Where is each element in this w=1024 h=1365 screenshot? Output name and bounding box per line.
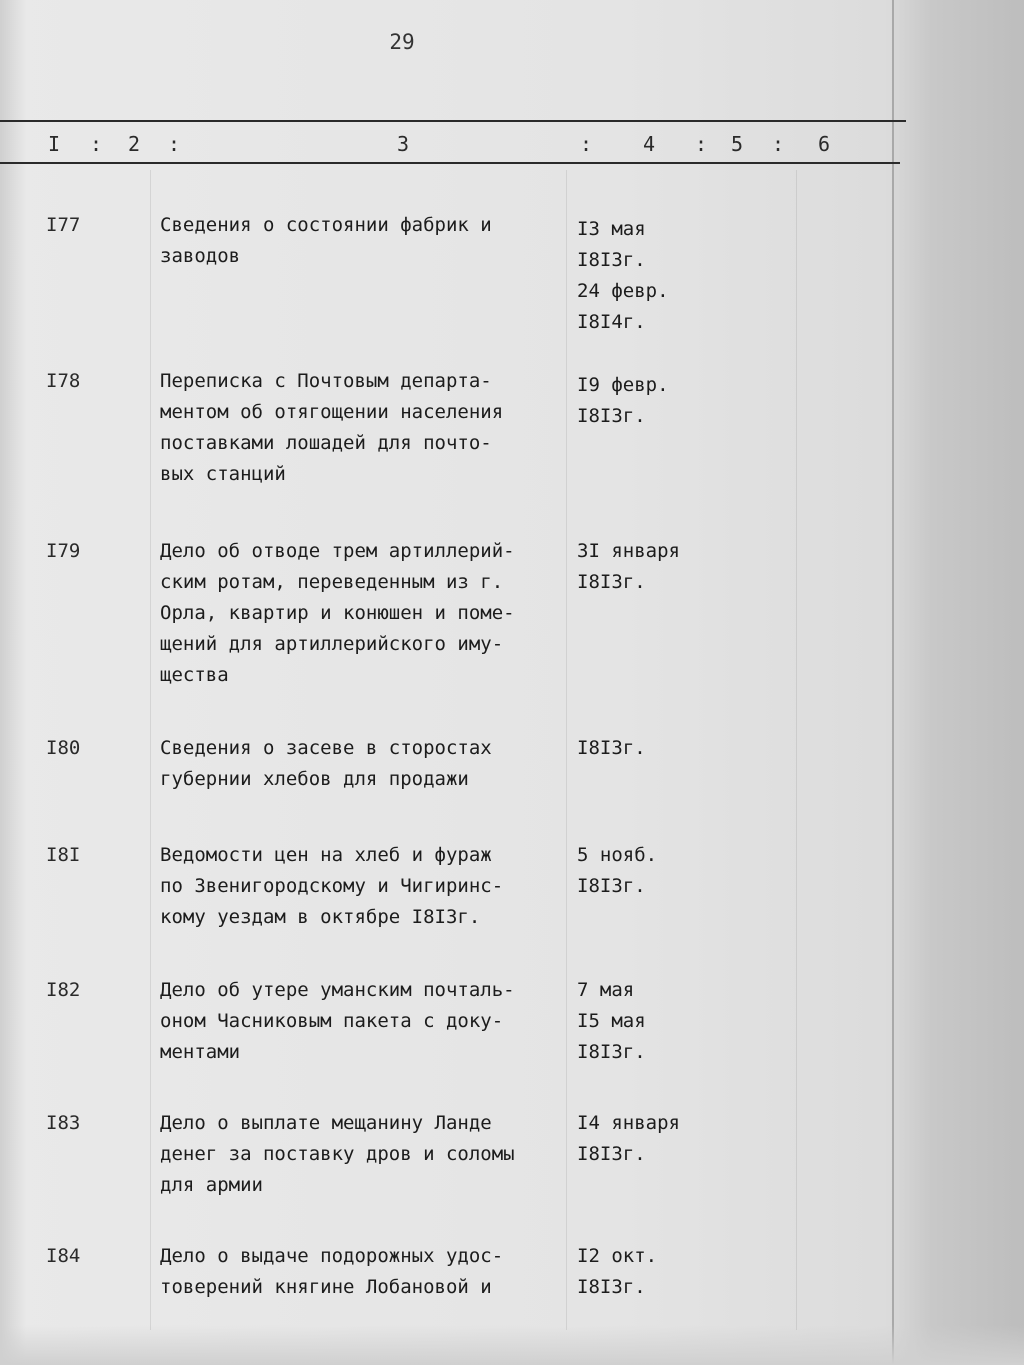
- entry-title: Дело о выплате мещанину Ланде денег за поставку дров и соломы для армии: [160, 1112, 515, 1196]
- entry-dates: I8I3г.: [577, 737, 646, 759]
- entry-number: I82: [46, 979, 81, 1001]
- entry-dates: 5 нояб. I8I3г.: [577, 844, 658, 897]
- entry-title: Сведения о состоянии фабрик и заводов: [160, 214, 492, 267]
- entry-dates: I2 окт. I8I3г.: [577, 1245, 658, 1298]
- column-separator: :: [772, 132, 785, 156]
- entry-number: I8I: [46, 844, 81, 866]
- entry-number: I84: [46, 1245, 81, 1267]
- page-edge-line: [892, 0, 894, 1365]
- entry-dates: I3 мая I8I3г. 24 февр. I8I4г.: [577, 218, 669, 333]
- bottom-shadow: [0, 1325, 1024, 1365]
- entry-title: Дело о выдаче подорожных удос- товерений княгине Лобановой и: [160, 1245, 504, 1298]
- binding-shadow: [0, 0, 26, 1365]
- header-bottom-rule: [0, 162, 900, 164]
- column-separator: :: [168, 132, 181, 156]
- entry-title: Дело об утере уманским почталь- оном Часниковым пакета с доку- ментами: [160, 979, 515, 1063]
- column-header-1: I: [48, 132, 61, 156]
- entry-dates: 7 мая I5 мая I8I3г.: [577, 979, 646, 1063]
- entry-dates: I4 января I8I3г.: [577, 1112, 680, 1165]
- column-header-4: 4: [643, 132, 656, 156]
- column-header-5: 5: [731, 132, 744, 156]
- column-separator: :: [695, 132, 708, 156]
- header-top-rule: [0, 120, 906, 122]
- column-header-6: 6: [818, 132, 831, 156]
- entry-title: Сведения о засеве в сторостах губернии хлебов для продажи: [160, 737, 492, 790]
- entry-number: I79: [46, 540, 81, 562]
- column-separator: :: [580, 132, 593, 156]
- entry-title: Ведомости цен на хлеб и фураж по Звенигородскому и Чигиринс- кому уездам в октябре I8I3г.: [160, 844, 504, 928]
- entry-title: Дело об отводе трем артиллерий- ским ротам, переведенным из г. Орла, квартир и конюшен и поме- щений для артиллерийского иму- щества: [160, 540, 515, 686]
- column-header-3: 3: [397, 132, 410, 156]
- entry-dates: 3I января I8I3г.: [577, 540, 680, 593]
- entry-number: I78: [46, 370, 81, 392]
- column-header-2: 2: [128, 132, 141, 156]
- page-number: 29: [389, 30, 415, 54]
- next-page-edge: [892, 0, 1024, 1365]
- column-separator: :: [90, 132, 103, 156]
- entry-number: I77: [46, 214, 81, 236]
- column-guide: [796, 170, 797, 1330]
- entry-dates: I9 февр. I8I3г.: [577, 374, 669, 427]
- entry-number: I80: [46, 737, 81, 759]
- entry-number: I83: [46, 1112, 81, 1134]
- column-guide: [150, 170, 151, 1330]
- entry-title: Переписка с Почтовым департа- ментом об отягощении населения поставками лошадей для почто- вых станций: [160, 370, 504, 485]
